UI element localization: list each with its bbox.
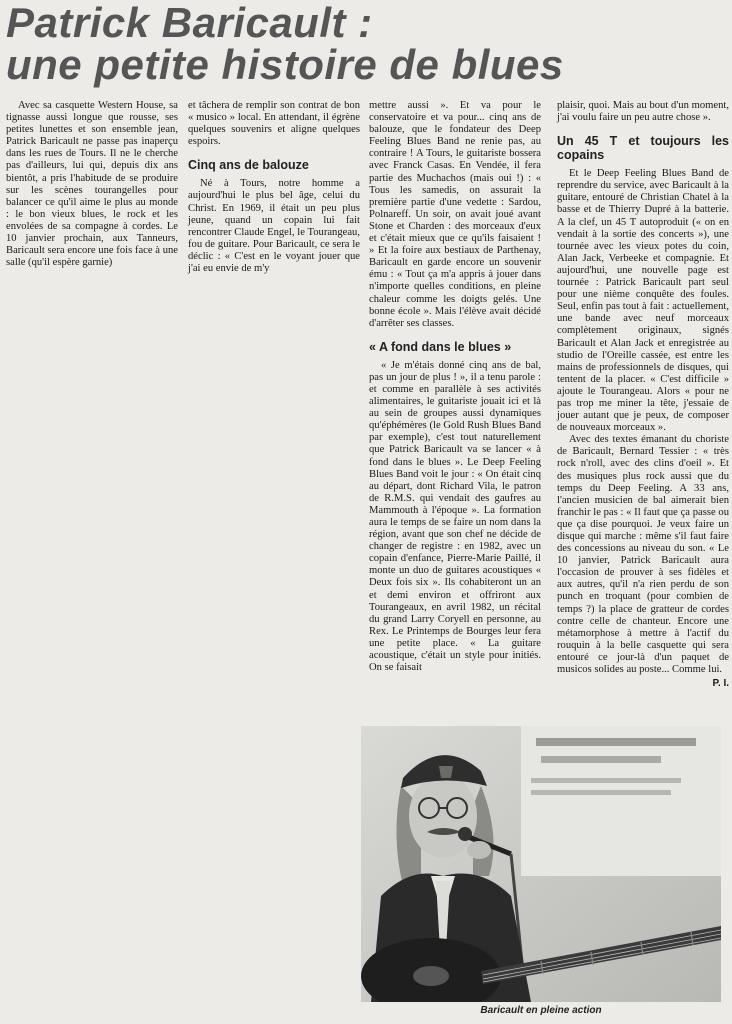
section-heading-a-fond: « A fond dans le blues » (369, 339, 512, 354)
article-column-4 (557, 100, 729, 690)
paragraph: Et le Deep Feeling Blues Band de reprendre du service, avec Baricault à la guitare, entouré de Christian Chatel à la basse et de Thierry Dupré à la batterie. A la clef, un 45 T autoproduit (« on en vendait à la sortie des concerts »), une tournée avec les vieux potes du coin, Alan Jack, Verbeeke et compagnie. Et aujourd'hui, une nouvelle page est tournée : Patrick Baricault part seul pour une nième conquête des foules. Seul, enfin pas tout à fait : actuellement, une bande avec neuf morceaux complètement originaux, signés Baricault et Alan Jack et enregistrée au studio de l'Oreille cassée, est entre les mains de professionnels de disques, qui tentent de la placer. « C'est difficile » ajoute le Tourangeau. Alors « pour ne pas trop me miner la tête, j'essaie de jouer autant que je peux, de composer de nouveaux morceaux ». (557, 168, 729, 434)
headline-line-1: Patrick Baricault : (6, 0, 373, 46)
guitarist-photo-illustration (361, 726, 721, 1002)
photo-caption: Baricault en pleine action (480, 1005, 602, 1016)
paragraph: et tâchera de remplir son contrat de bon « musico » local. En attendant, il égrène quelques souvenirs et aligne quelques espoirs. (188, 100, 360, 148)
article-column-2 (188, 100, 360, 275)
paragraph: « Je m'étais donné cinq ans de bal, pas un jour de plus ! », il a tenu parole : et comme en parallèle à ses activités alimentaires, le guitariste jouait ici et là au sein de groupes aussi dynamiques qu'éphémères (le Gold Rush Blues Band par exemple), c'est tout naturellement que Patrick Baricault va se lancer « à fond dans le blues ». Le Deep Feeling Blues Band voit le jour : « On était cinq au départ, dont Richard Vila, le patron de R.M.S. qui vendait des gaufres au Mammouth à l'époque ». La formation aura le temps de se faire un nom dans la région, avant que son chef ne décide de changer de registre : en 1982, avec un copain d'enfance, Pierre-Marie Paillé, il monte un duo de guitares acoustiques « Deux fois six ». Ils cohabiteront un an et demi environ et offriront aux Tourangeaux, en avril 1982, un récital du grand Larry Coryell en personne, au Rex. Le Printemps de Bourges leur fera une petite place. « La guitare acoustique, c'était un style pour initiés. On se faisait (369, 359, 541, 674)
photo-baricault (361, 726, 721, 1002)
headline (6, 2, 706, 86)
article-column-3 (369, 100, 541, 674)
section-heading-cinq-ans: Cinq ans de balouze (188, 158, 309, 173)
section-heading-45t: Un 45 T et toujours les copains (557, 134, 729, 163)
author-signature: P. I. (712, 678, 729, 690)
article-column-1 (6, 100, 178, 269)
headline-line-2: une petite histoire de blues (6, 41, 564, 88)
paragraph: Né à Tours, notre homme a aujourd'hui le plus bel âge, celui du Christ. En 1969, il était un peu plus jeune, quand un copain lui fait rencontrer Claude Engel, le Tourangeau, fou de guitare. Pour Baricault, ce sera le déclic : « C'est en le voyant jouer que j'ai eu envie de m'y (188, 178, 360, 275)
paragraph: plaisir, quoi. Mais au bout d'un moment, j'ai voulu faire un peu autre chose ». (557, 100, 729, 124)
paragraph: Avec sa casquette Western House, sa tignasse aussi longue que rousse, ses petites lunettes et son ensemble jean, Patrick Baricault ne passe pas inaperçu dans les rues de Tours. Il ne le cherche pas d'ailleurs, lui qui, depuis dix ans bientôt, a pris l'habitude de se produire sur les scènes tourangelles pour balancer ce qu'il aime le plus au monde : le bon vieux blues, le rock et les envolées de sa compagne à cordes. Le 10 janvier prochain, aux Tanneurs, Baricault sera encore une fois face à une salle (qu'il espère garnie) (6, 100, 178, 269)
paragraph: mettre aussi ». Et va pour le conservatoire et va pour... cinq ans de balouze, que le fondateur des Deep Feeling Blues Band ne renie pas, au contraire ! A Tours, le guitariste bossera avec Franck Casas. En Vendée, il fera partie des Muchachos (mais oui !) : « Tous les samedis, on assurait la première partie d'une vedette : Sardou, Polnareff. Un soir, on avait joué avant Stone et Charden : des morceaux d'eux et c'était mieux que ce qu'ils faisaient ! » Et la foire aux bestiaux de Parthenay, Baricault en garde encore un souvenir ému : « Tout ça m'a appris à jouer dans n'importe quelles conditions, en pleine chaleur comme les doigts gelés. Une bonne école ». Mais l'élève avait décidé d'arrêter ses classes. (369, 100, 541, 329)
paragraph: Avec des textes émanant du choriste de Baricault, Bernard Tessier : « très rock n'roll, avec des clins d'oeil ». Et des musiques plus rock aussi que du temps du Deep Feeling. A 33 ans, l'ancien musicien de bal aimerait bien franchir le pas : « Il faut que ça passe ou que ça dise pourquoi. Je veux faire un disque qui marche : même s'il faut faire des concessions au niveau du son. « Le 10 janvier, Patrick Baricault aura l'occasion de prouver à ses fidèles et aux autres, qu'il n'a rien perdu de son punch en troquant (pour combien de temps ?) la place de gratteur de cordes contre celle de chanteur. Encore une métamorphose à mettre à l'actif du rouquin à la belle casquette qui sera entouré ce jour-là d'un paquet de musicos solides au poste... Comme lui. (557, 434, 729, 676)
